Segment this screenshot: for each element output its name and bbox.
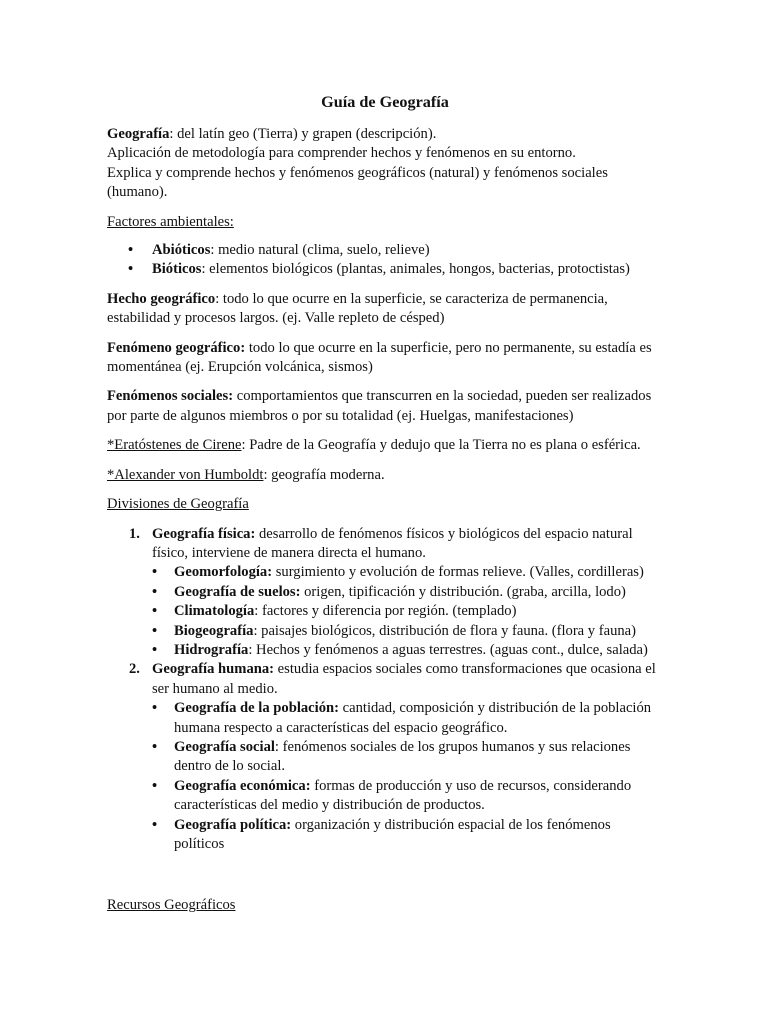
subdivision-item (152, 738, 663, 777)
factores-heading: Factores ambientales: (107, 213, 234, 230)
factores-item-text: : elementos biológicos (plantas, animales, hongos, bacterias, protoctistas) (201, 261, 630, 278)
factores-item-text: : medio natural (clima, suelo, relieve) (210, 242, 430, 259)
division-item-humana (107, 660, 663, 854)
subdivision-term: Geografía social (174, 738, 275, 755)
document-page (107, 92, 663, 926)
hecho-text: : todo lo que ocurre en la superficie, se caracteriza de permanencia, estabilidad y procesos largos. (ej. Valle repleto de césped) (107, 290, 608, 327)
subdivision-term: Geografía política: (174, 816, 292, 833)
subdivision-text: : factores y diferencia por región. (templado) (254, 603, 517, 620)
division-text: desarrollo de fenómenos físicos y biológicos del espacio natural físico, interviene de manera directa el humano. (152, 525, 633, 561)
factores-heading-paragraph (107, 213, 663, 232)
subdivision-text: surgimiento y evolución de formas relieve. (Valles, cordilleras) (272, 564, 644, 581)
sociales-text: comportamientos que transcurren en la sociedad, pueden ser realizados por parte de algunos miembros o por su totalidad (ej. Huelgas, manifestaciones) (107, 388, 652, 424)
division-number: 1. (129, 525, 140, 542)
subdivision-term: Geografía de suelos: (174, 583, 301, 600)
hecho-paragraph (107, 290, 663, 329)
section-spacer (107, 854, 663, 896)
division-sublist (152, 699, 663, 854)
subdivision-term: Hidrografía (174, 641, 249, 658)
subdivision-text: organización y distribución espacial de los fenómenos políticos (174, 816, 611, 852)
eratostenes-name: *Eratóstenes de Cirene (107, 437, 242, 454)
fenomeno-text: todo lo que ocurre en la superficie, pero no permanente, su estadía es momentánea (ej. Erupción volcánica, sismos) (107, 339, 652, 376)
division-term: Geografía humana: (152, 661, 275, 678)
sociales-paragraph (107, 387, 663, 426)
subdivision-item (152, 563, 663, 582)
subdivision-text: origen, tipificación y distribución. (graba, arcilla, lodo) (300, 583, 626, 600)
subdivision-text: : fenómenos sociales de los grupos humanos y sus relaciones dentro de lo social. (174, 738, 631, 775)
fenomeno-paragraph (107, 339, 663, 378)
intro-line-2: Aplicación de metodología para comprender hechos y fenómenos en su entorno. (107, 145, 576, 162)
division-item-fisica (107, 525, 663, 661)
humboldt-text: : geografía moderna. (263, 466, 385, 483)
subdivision-item (152, 699, 663, 738)
subdivision-term: Geografía de la población: (174, 700, 339, 717)
document-title: Guía de Geografía (321, 93, 449, 111)
divisiones-list (107, 525, 663, 855)
subdivision-item (152, 583, 663, 602)
subdivision-item (152, 622, 663, 641)
subdivision-text: : paisajes biológicos, distribución de flora y fauna. (flora y fauna) (253, 622, 637, 639)
subdivision-term: Geografía económica: (174, 777, 311, 794)
intro-term: Geografía (107, 126, 170, 142)
intro-definition: : del latín geo (Tierra) y grapen (descripción). (169, 126, 437, 142)
eratostenes-paragraph (107, 436, 663, 455)
subdivision-text: : Hechos y fenómenos a aguas terrestres. (aguas cont., dulce, salada) (248, 641, 648, 658)
subdivision-item (152, 777, 663, 816)
intro-line-3: Explica y comprende hechos y fenómenos geográficos (natural) y fenómenos sociales (humano). (107, 164, 608, 201)
division-number: 2. (129, 661, 140, 678)
humboldt-paragraph (107, 466, 663, 485)
subdivision-term: Geomorfología: (174, 564, 273, 581)
factores-list (107, 241, 663, 280)
hecho-term: Hecho geográfico (107, 290, 216, 307)
divisiones-heading-paragraph (107, 495, 663, 514)
fenomeno-term: Fenómeno geográfico: (107, 339, 246, 356)
humboldt-name: *Alexander von Humboldt (107, 466, 264, 483)
intro-paragraph (107, 125, 663, 203)
factores-item-bioticos (107, 260, 663, 279)
subdivision-text: formas de producción y uso de recursos, considerando características del medio y distribución de productos. (174, 777, 632, 814)
subdivision-item (152, 641, 663, 660)
recursos-heading-paragraph (107, 896, 663, 915)
eratostenes-text: : Padre de la Geografía y dedujo que la Tierra no es plana o esférica. (241, 437, 641, 454)
division-sublist (152, 563, 663, 660)
subdivision-item (152, 602, 663, 621)
subdivision-term: Biogeografía (174, 622, 254, 639)
divisiones-heading: Divisiones de Geografía (107, 496, 249, 513)
subdivision-term: Climatología (174, 603, 255, 620)
factores-item-term: Bióticos (152, 261, 202, 278)
sociales-term: Fenómenos sociales: (107, 388, 234, 405)
subdivision-text: cantidad, composición y distribución de la población humana respecto a características del espacio geográfico. (174, 700, 652, 736)
recursos-heading: Recursos Geográficos (107, 897, 236, 914)
subdivision-item (152, 816, 663, 855)
factores-item-term: Abióticos (152, 242, 211, 259)
division-text: estudia espacios sociales como transformaciones que ocasiona el ser humano al medio. (152, 661, 656, 697)
factores-item-abioticos (107, 241, 663, 260)
division-term: Geografía física: (152, 525, 256, 542)
